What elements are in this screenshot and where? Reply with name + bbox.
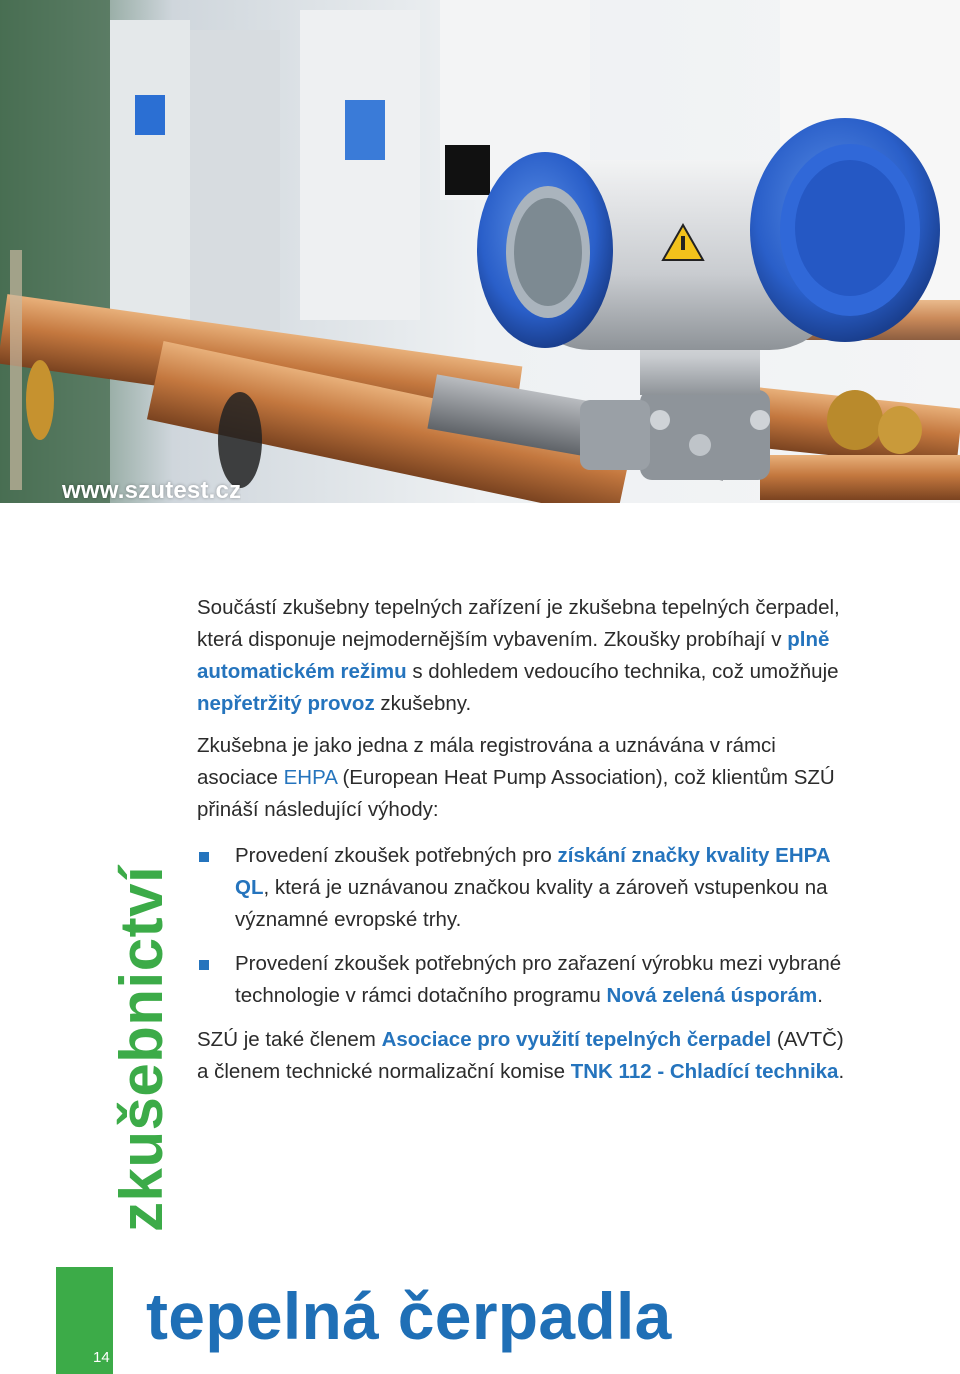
text: (AVTČ) a členem technické normalizační komise — [197, 1028, 844, 1083]
text: . — [838, 1060, 845, 1083]
page-number: 14 — [93, 1349, 110, 1366]
paragraph-ehpa — [197, 730, 847, 826]
site-url[interactable]: www.szutest.cz — [62, 478, 242, 503]
text: Provedení zkoušek potřebných pro zařazení výrobku mezi vybrané technologie v rámci dotačního programu — [235, 952, 842, 1007]
highlight-ehpa: EHPA — [283, 766, 337, 789]
highlight-continuous-operation: nepřetržitý provoz — [197, 692, 375, 715]
list-item — [197, 840, 847, 936]
benefits-list — [197, 840, 847, 1012]
text: s dohledem vedoucího technika, což umožňuje — [406, 660, 839, 683]
text: Provedení zkoušek potřebných pro — [235, 844, 558, 867]
square-bullet-icon — [199, 960, 209, 970]
highlight-automatic-mode: plně automatickém režimu — [197, 628, 830, 683]
list-item — [197, 948, 847, 1012]
highlight-nova-zelena-usporam: Nová zelená úsporám — [606, 984, 818, 1007]
highlight-avtc: Asociace pro využití tepelných čerpadel — [381, 1028, 772, 1051]
flow-meter-illustration — [0, 0, 960, 503]
square-bullet-icon — [199, 852, 209, 862]
text: (European Heat Pump Association), což klientům SZÚ přináší následující výhody: — [197, 766, 835, 821]
highlight-tnk-112: TNK 112 - Chladící technika — [570, 1060, 839, 1083]
paragraph-intro — [197, 592, 847, 720]
text: SZÚ je také členem — [197, 1028, 382, 1051]
text: . — [817, 984, 823, 1007]
side-title: zkušebnictví — [108, 865, 175, 1232]
hero-photo — [0, 0, 960, 503]
text: zkušebny. — [374, 692, 472, 715]
text: , která je uznávanou značkou kvality a zároveň vstupenkou na významné evropské trhy. — [235, 876, 828, 931]
text: Součástí zkušebny tepelných zařízení je zkušebna tepelných čerpadel, která disponuje nejmodernějším vybavením. Zkoušky probíhají v — [197, 596, 840, 651]
text: Zkušebna je jako jedna z mála registrována a uznávána v rámci asociace — [197, 734, 776, 789]
main-title: tepelná čerpadla — [146, 1279, 672, 1353]
paragraph-membership — [197, 1024, 847, 1088]
body-text — [197, 592, 847, 1098]
highlight-ehpa-ql: získání značky kvality EHPA QL — [235, 844, 830, 899]
